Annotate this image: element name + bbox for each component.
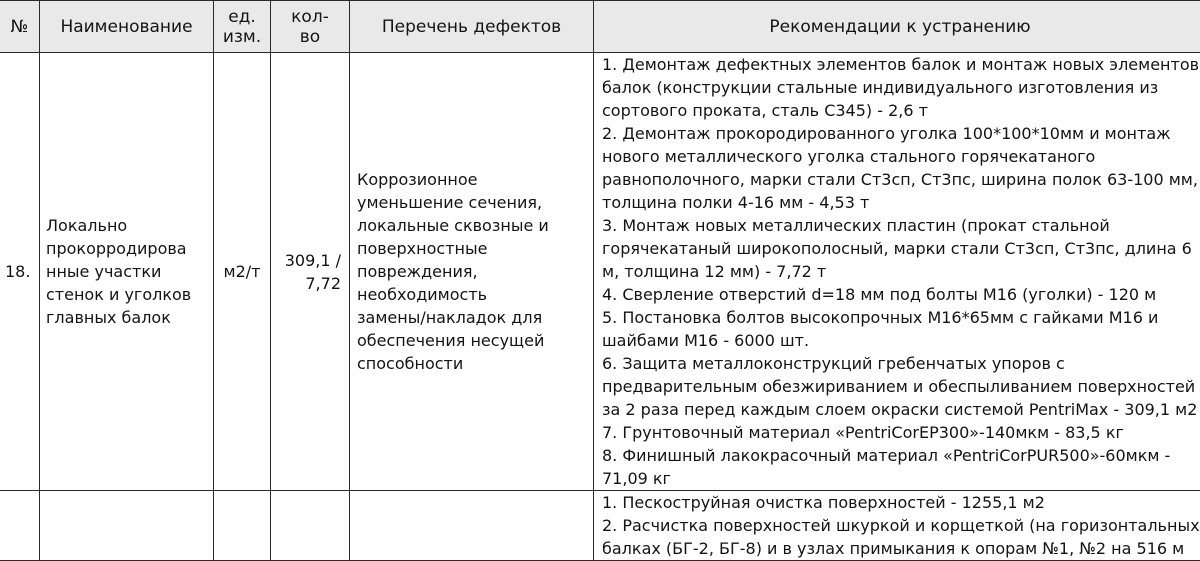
recommendation-line: 5. Постановка болтов высокопрочных М16*65мм с гайками М16 и xyxy=(602,306,1200,329)
recommendation-line: равнополочного, марки стали Ст3сп, Ст3пс, ширина полок 63-100 мм, xyxy=(602,168,1200,191)
defects-list xyxy=(350,491,594,561)
table-row xyxy=(0,491,1200,561)
item-name xyxy=(40,491,214,561)
recommendation-line: нового металлического уголка стального горячекатаного xyxy=(602,145,1200,168)
recommendation-line: предварительным обезжириванием и обеспыливанием поверхностей xyxy=(602,375,1200,398)
table-header-row xyxy=(0,1,1200,53)
recommendation-line: 2. Расчистка поверхностей шкуркой и корщеткой (на горизонтальных xyxy=(602,514,1200,537)
recommendation-line: 8. Финишный лакокрасочный материал «PentriCorPUR500»-60мкм - xyxy=(602,444,1200,467)
recommendation-line: 6. Защита металлоконструкций гребенчатых упоров с xyxy=(602,352,1200,375)
recommendation-line: за 2 раза перед каждым слоем окраски системой PentriMax - 309,1 м2 xyxy=(602,398,1200,421)
recommendations-list xyxy=(594,53,1200,491)
item-unit xyxy=(214,491,271,561)
recommendation-line: шайбами М16 - 6000 шт. xyxy=(602,329,1200,352)
item-quantity xyxy=(271,491,350,561)
recommendation-line: м, толщина 12 мм) - 7,72 т xyxy=(602,260,1200,283)
col-header-number: № xyxy=(0,1,40,53)
item-name: Локально прокорродирова нные участки стенок и уголков главных балок xyxy=(40,53,214,491)
col-header-quantity: кол- во xyxy=(271,1,350,53)
recommendations-list xyxy=(594,491,1200,561)
recommendation-line: толщина полки 4-16 мм - 4,53 т xyxy=(602,191,1200,214)
item-quantity: 309,1 / 7,72 xyxy=(271,53,350,491)
row-number: 18. xyxy=(0,53,40,491)
defects-list: Коррозионное уменьшение сечения, локальные сквозные и поверхностные повреждения, необходимость замены/накладок для обеспечения несущей способности xyxy=(350,53,594,491)
recommendation-line: 71,09 кг xyxy=(602,467,1200,490)
col-header-unit: ед. изм. xyxy=(214,1,271,53)
recommendation-line: балок (конструкции стальные индивидуального изготовления из xyxy=(602,76,1200,99)
recommendation-line: горячекатаный широкополосный, марки стали Ст3сп, Ст3пс, длина 6 xyxy=(602,237,1200,260)
recommendation-line: 1. Демонтаж дефектных элементов балок и монтаж новых элементов xyxy=(602,53,1200,76)
recommendation-line: 7. Грунтовочный материал «PentriCorEP300»-140мкм - 83,5 кг xyxy=(602,421,1200,444)
col-header-recommendations: Рекомендации к устранению xyxy=(594,1,1200,53)
recommendation-line: 2. Демонтаж прокородированного уголка 100*100*10мм и монтаж xyxy=(602,122,1200,145)
item-unit: м2/т xyxy=(214,53,271,491)
table-row xyxy=(0,53,1200,491)
recommendation-line: 1. Пескоструйная очистка поверхностей - 1255,1 м2 xyxy=(602,491,1200,514)
recommendation-line: 4. Сверление отверстий d=18 мм под болты М16 (уголки) - 120 м xyxy=(602,283,1200,306)
recommendation-line: сортового проката, сталь С345) - 2,6 т xyxy=(602,99,1200,122)
col-header-defects: Перечень дефектов xyxy=(350,1,594,53)
col-header-name: Наименование xyxy=(40,1,214,53)
recommendation-line: 3. Монтаж новых металлических пластин (прокат стальной xyxy=(602,214,1200,237)
recommendation-line: балках (БГ-2, БГ-8) и в узлах примыкания к опорам №1, №2 на 516 м xyxy=(602,537,1200,560)
row-number xyxy=(0,491,40,561)
